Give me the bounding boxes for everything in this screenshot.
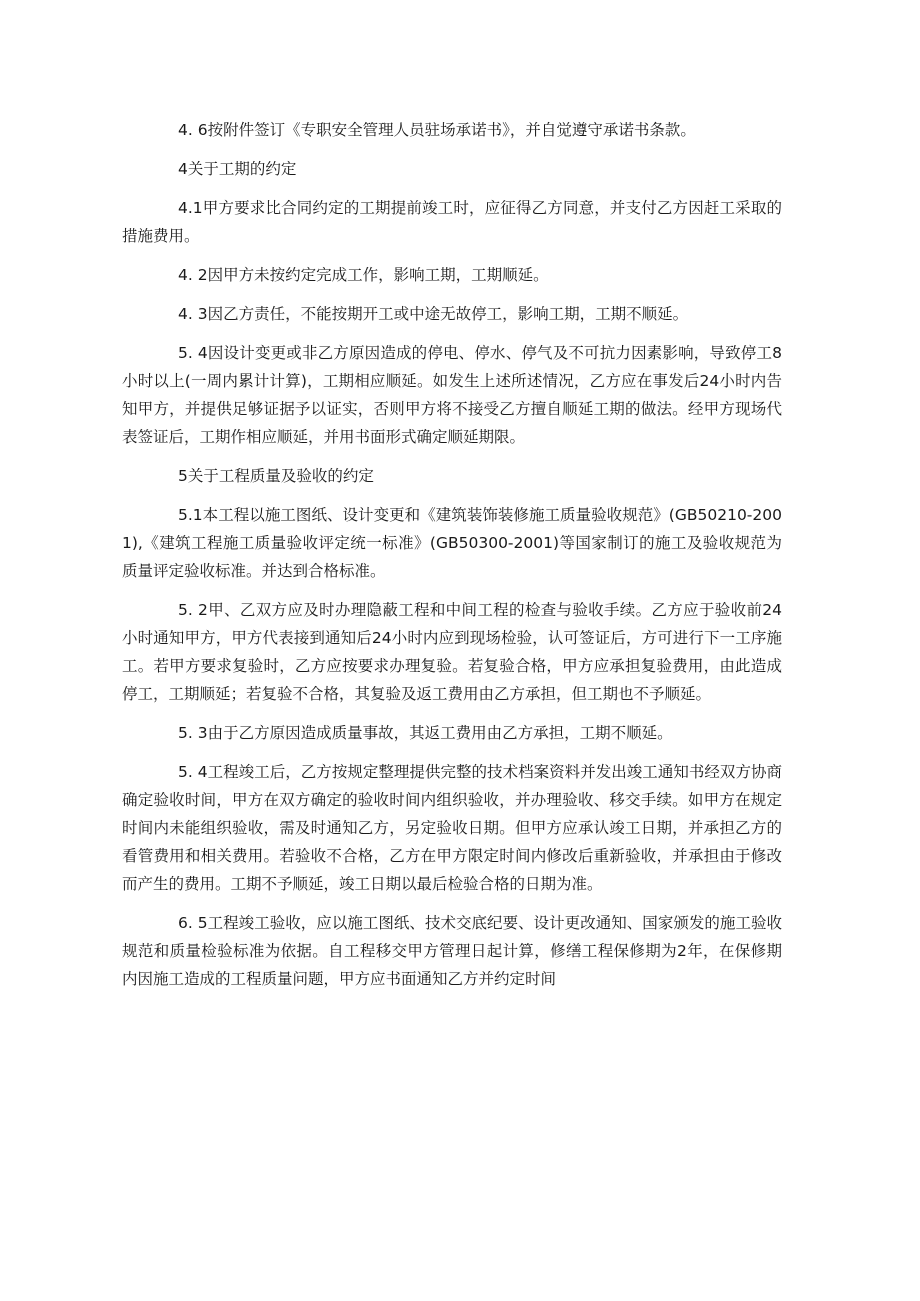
clause-5-4: 5. 4工程竣工后，乙方按规定整理提供完整的技术档案资料并发出竣工通知书经双方协商确定验收时间，甲方在双方确定的验收时间内组织验收，并办理验收、移交手续。如甲方在规定时间内未能组织验收，需及时通知乙方，另定验收日期。但甲方应承认竣工日期，并承担乙方的看管费用和相关费用。若验收不合格，乙方在甲方限定时间内修改后重新验收，并承担由于修改而产生的费用。工期不予顺延，竣工日期以最后检验合格的日期为准。 (122, 763, 782, 893)
clause-4-1: 4.1甲方要求比合同约定的工期提前竣工时，应征得乙方同意，并支付乙方因赶工采取的措施费用。 (122, 199, 782, 245)
clause-4-2: 4. 2因甲方未按约定完成工作，影响工期，工期顺延。 (178, 266, 549, 284)
clause-5-3: 5. 3由于乙方原因造成质量事故，其返工费用由乙方承担，工期不顺延。 (178, 724, 673, 742)
clause-5-2: 5. 2甲、乙双方应及时办理隐蔽工程和中间工程的检查与验收手续。乙方应于验收前24小时通知甲方，甲方代表接到通知后24小时内应到现场检验，认可签证后，方可进行下一工序施工。若甲方要求复验时，乙方应按要求办理复验。若复验合格，甲方应承担复验费用，由此造成停工，工期顺延；若复验不合格，其复验及返工费用由乙方承担，但工期也不予顺延。 (122, 601, 782, 703)
section-heading-5: 5关于工程质量及验收的约定 (178, 467, 374, 485)
clause-4-3: 4. 3因乙方责任，不能按期开工或中途无故停工，影响工期，工期不顺延。 (178, 305, 689, 323)
section-heading-4: 4关于工期的约定 (178, 160, 297, 178)
document-body (122, 116, 782, 1004)
clause-5-4-delay: 5. 4因设计变更或非乙方原因造成的停电、停水、停气及不可抗力因素影响，导致停工8小时以上(一周内累计计算)，工期相应顺延。如发生上述所述情况，乙方应在事发后24小时内告知甲方，并提供足够证据予以证实，否则甲方将不接受乙方擅自顺延工期的做法。经甲方现场代表签证后，工期作相应顺延，并用书面形式确定顺延期限。 (122, 344, 782, 446)
clause-4-6: 4. 6按附件签订《专职安全管理人员驻场承诺书》，并自觉遵守承诺书条款。 (178, 121, 696, 139)
clause-6-5: 6. 5工程竣工验收，应以施工图纸、技术交底纪要、设计更改通知、国家颁发的施工验收规范和质量检验标准为依据。自工程移交甲方管理日起计算，修缮工程保修期为2年，在保修期内因施工造成的工程质量问题，甲方应书面通知乙方并约定时间 (122, 914, 782, 988)
clause-5-1: 5.1本工程以施工图纸、设计变更和《建筑装饰装修施工质量验收规范》(GB50210-2001),《建筑工程施工质量验收评定统一标准》(GB50300-2001)等国家制订的施工及验收规范为质量评定验收标准。并达到合格标准。 (122, 506, 782, 580)
